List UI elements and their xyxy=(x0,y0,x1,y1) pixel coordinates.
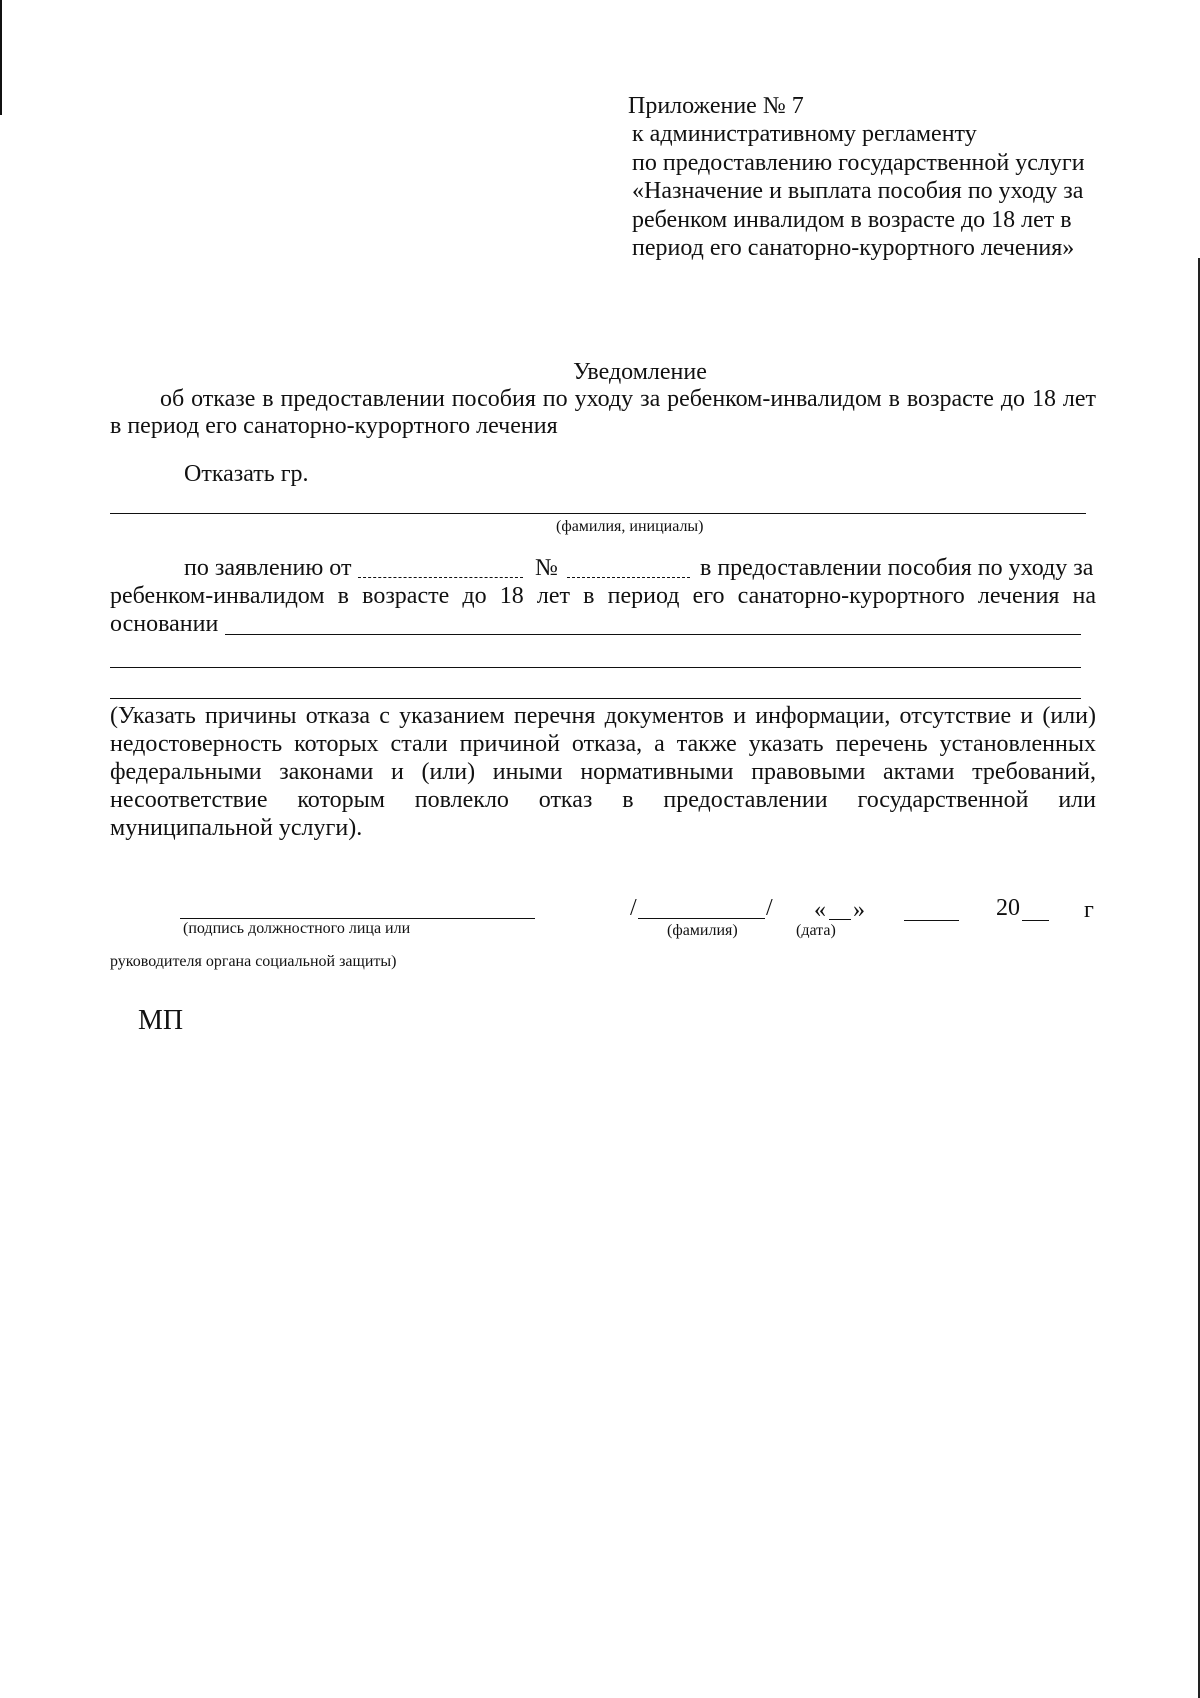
annex-line-3: по предоставлению государственной услуги xyxy=(632,149,1085,176)
notice-subtitle-text: об отказе в предоставлении пособия по уходу за ребенком-инвалидом в возрасте до 18 лет в период его санаторно-курортного лечения xyxy=(110,386,1096,439)
scan-edge-left xyxy=(0,0,2,115)
notice-title: Уведомление xyxy=(573,359,707,385)
stamp-label: МП xyxy=(138,1005,184,1036)
signature-caption: (подпись должностного лица или xyxy=(183,920,411,937)
application-line-2: ребенком-инвалидом в возрасте до 18 лет в период его санаторно-курортного лечения на xyxy=(110,583,1096,609)
basis-label: основании xyxy=(110,611,219,637)
basis-line-3[interactable] xyxy=(110,698,1081,699)
slash-left: / xyxy=(630,895,637,921)
year-suffix: г xyxy=(1084,897,1094,923)
annex-line-5: ребенком инвалидом в возрасте до 18 лет в xyxy=(632,206,1072,233)
refusal-label: Отказать гр. xyxy=(184,461,309,487)
application-number-line[interactable] xyxy=(567,577,690,578)
name-field-line[interactable] xyxy=(110,513,1086,514)
from-label: по заявлению от xyxy=(184,555,352,581)
quote-close: » xyxy=(853,897,865,923)
year-line[interactable] xyxy=(1022,920,1049,921)
year-prefix: 20 xyxy=(996,895,1020,921)
basis-line-2[interactable] xyxy=(110,667,1081,668)
surname-line[interactable] xyxy=(638,918,765,919)
slash-right: / xyxy=(766,895,773,921)
reasons-text: (Указать причины отказа с указанием перечня документов и информации, отсутствие и (или) недостоверность которых стали причиной отказа, а также указать перечень установленных федеральными законами и (или) иными нормативными правовыми актами требований, несоответствие которым повлекло отказ в предоставлении государственной или муниципальной услуги). xyxy=(110,703,1096,841)
annex-line-2: к административному регламенту xyxy=(632,121,977,148)
annex-line-6: период его санаторно-курортного лечения» xyxy=(632,235,1075,262)
name-field-caption: (фамилия, инициалы) xyxy=(556,518,704,535)
annex-line-4: «Назначение и выплата пособия по уходу за xyxy=(632,178,1084,205)
date-caption: (дата) xyxy=(796,922,836,939)
application-date-line[interactable] xyxy=(358,577,523,578)
number-label: № xyxy=(535,555,558,581)
signature-line[interactable] xyxy=(180,918,535,919)
annex-header xyxy=(628,92,1188,262)
annex-line-1: Приложение № 7 xyxy=(628,93,804,119)
benefit-text: в предоставлении пособия по уходу за xyxy=(700,555,1094,581)
reasons-block xyxy=(110,702,1096,842)
basis-line-1[interactable] xyxy=(225,634,1081,635)
month-line[interactable] xyxy=(904,920,959,921)
surname-caption: (фамилия) xyxy=(667,922,738,939)
signature-caption-cont: руководителя органа социальной защиты) xyxy=(110,953,397,970)
quote-open: « xyxy=(814,897,826,923)
day-line[interactable] xyxy=(829,919,851,920)
notice-subtitle xyxy=(110,386,1096,440)
